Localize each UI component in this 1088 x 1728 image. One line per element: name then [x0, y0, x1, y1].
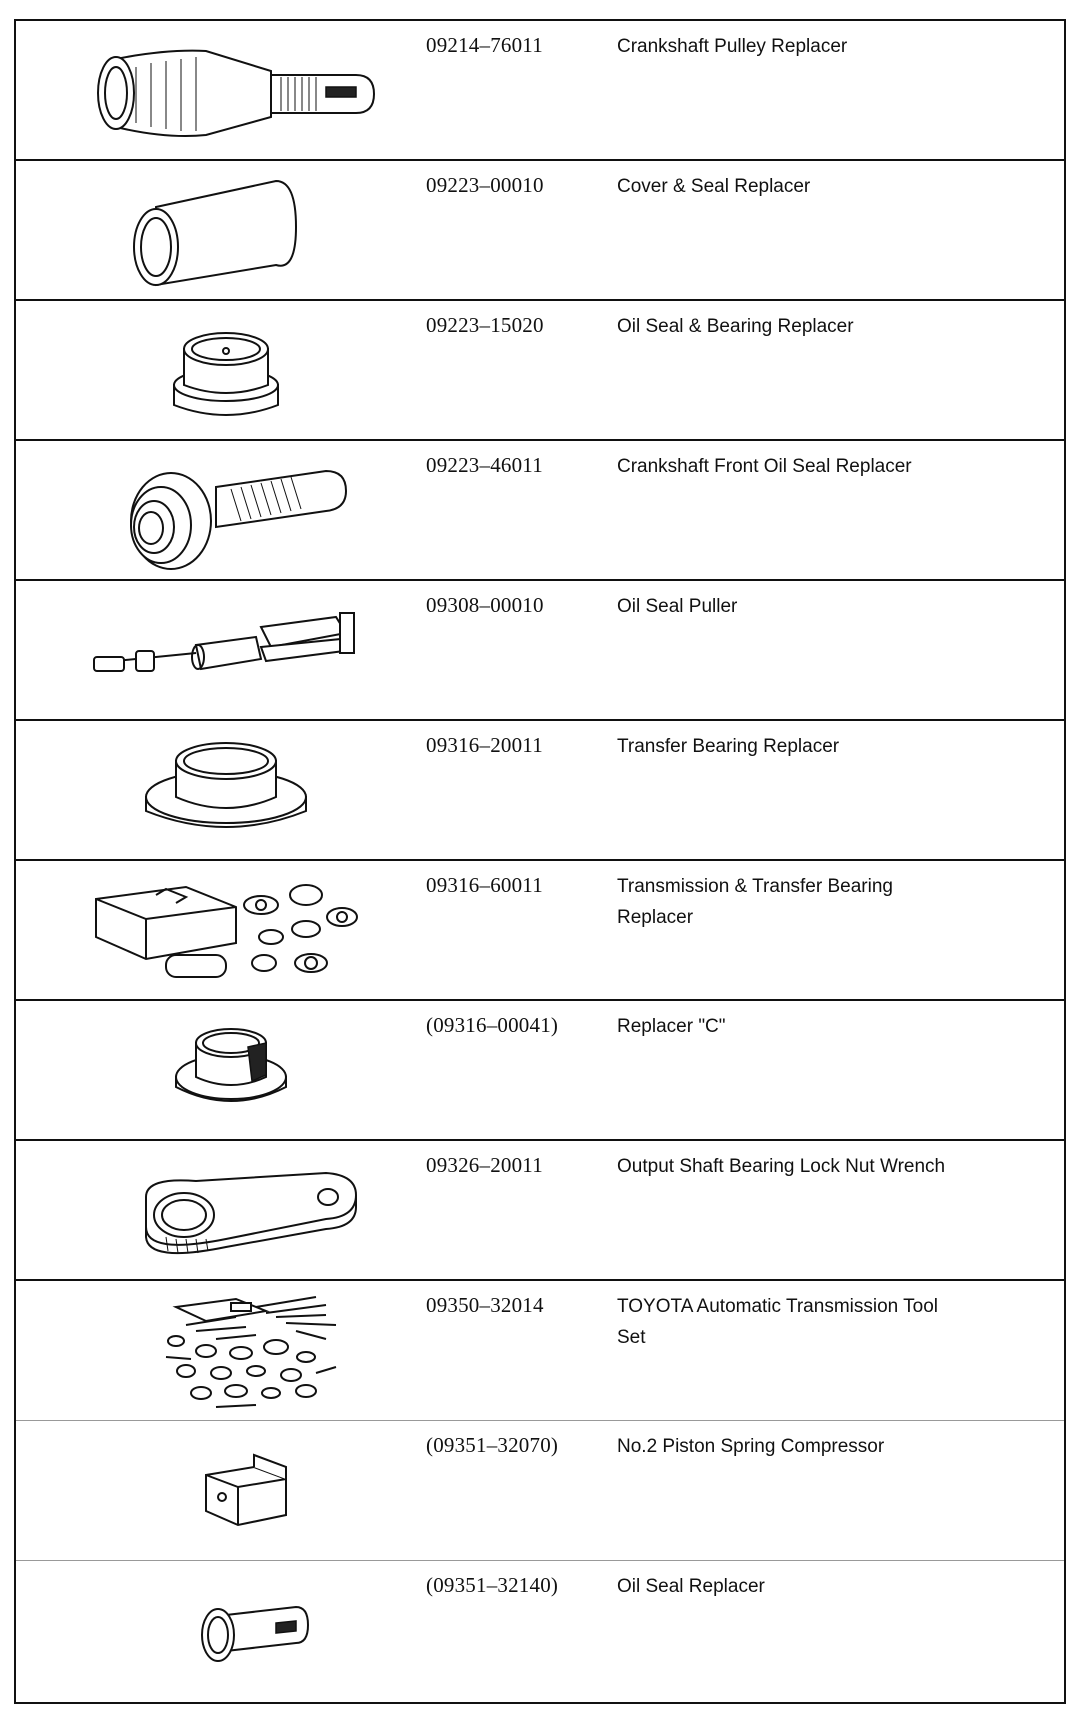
- part-number: (09316–00041): [426, 1013, 559, 1037]
- tool-name: Transmission & Transfer Bearing Replacer: [617, 876, 893, 928]
- tool-name: Output Shaft Bearing Lock Nut Wrench: [617, 1156, 946, 1177]
- transmission-tool-set-icon: [56, 1287, 416, 1413]
- special-tools-table: [14, 19, 1066, 1704]
- tool-row: [16, 1421, 1064, 1561]
- tool-row: [16, 721, 1064, 861]
- part-number: 09223–46011: [426, 453, 543, 477]
- tool-row: [16, 301, 1064, 441]
- part-number: 09223–15020: [426, 313, 544, 337]
- tool-row: [16, 441, 1064, 581]
- part-number: 09316–20011: [426, 733, 543, 757]
- transfer-bearing-replacer-icon: [56, 727, 416, 853]
- tool-name: Crankshaft Front Oil Seal Replacer: [617, 456, 912, 477]
- crankshaft-front-oil-seal-replacer-icon: [56, 447, 416, 573]
- tool-name: Oil Seal Replacer: [617, 1576, 765, 1597]
- tool-row: [16, 861, 1064, 1001]
- part-number: (09351–32140): [426, 1573, 559, 1597]
- bearing-replacer-set-icon: [56, 867, 416, 993]
- tool-row: [16, 1001, 1064, 1141]
- tool-row: [16, 21, 1064, 161]
- tool-row: [16, 581, 1064, 721]
- tool-name: Oil Seal Puller: [617, 596, 738, 617]
- replacer-c-icon: [56, 1007, 416, 1133]
- oil-seal-puller-icon: [56, 587, 416, 713]
- part-number: 09223–00010: [426, 173, 544, 197]
- oil-seal-replacer-icon: [56, 1567, 416, 1693]
- part-number: 09316–60011: [426, 873, 543, 897]
- tool-name: No.2 Piston Spring Compressor: [617, 1436, 885, 1457]
- crankshaft-pulley-replacer-icon: [56, 27, 416, 153]
- tool-name: Crankshaft Pulley Replacer: [617, 36, 848, 57]
- tool-row: [16, 161, 1064, 301]
- part-number: 09350–32014: [426, 1293, 544, 1317]
- oil-seal-bearing-replacer-icon: [56, 307, 416, 433]
- tool-row: [16, 1561, 1064, 1702]
- part-number: (09351–32070): [426, 1433, 559, 1457]
- tool-name: Transfer Bearing Replacer: [617, 736, 840, 757]
- part-number: 09326–20011: [426, 1153, 543, 1177]
- tool-name: TOYOTA Automatic Transmission Tool Set: [617, 1296, 939, 1348]
- piston-spring-compressor-icon: [56, 1427, 416, 1553]
- lock-nut-wrench-icon: [56, 1147, 416, 1273]
- tool-name: Replacer "C": [617, 1016, 726, 1037]
- part-number: 09308–00010: [426, 593, 544, 617]
- cover-seal-replacer-icon: [56, 167, 416, 293]
- tool-name: Oil Seal & Bearing Replacer: [617, 316, 854, 337]
- part-number: 09214–76011: [426, 33, 543, 57]
- tool-row: [16, 1281, 1064, 1421]
- tool-row: [16, 1141, 1064, 1281]
- tool-name: Cover & Seal Replacer: [617, 176, 811, 197]
